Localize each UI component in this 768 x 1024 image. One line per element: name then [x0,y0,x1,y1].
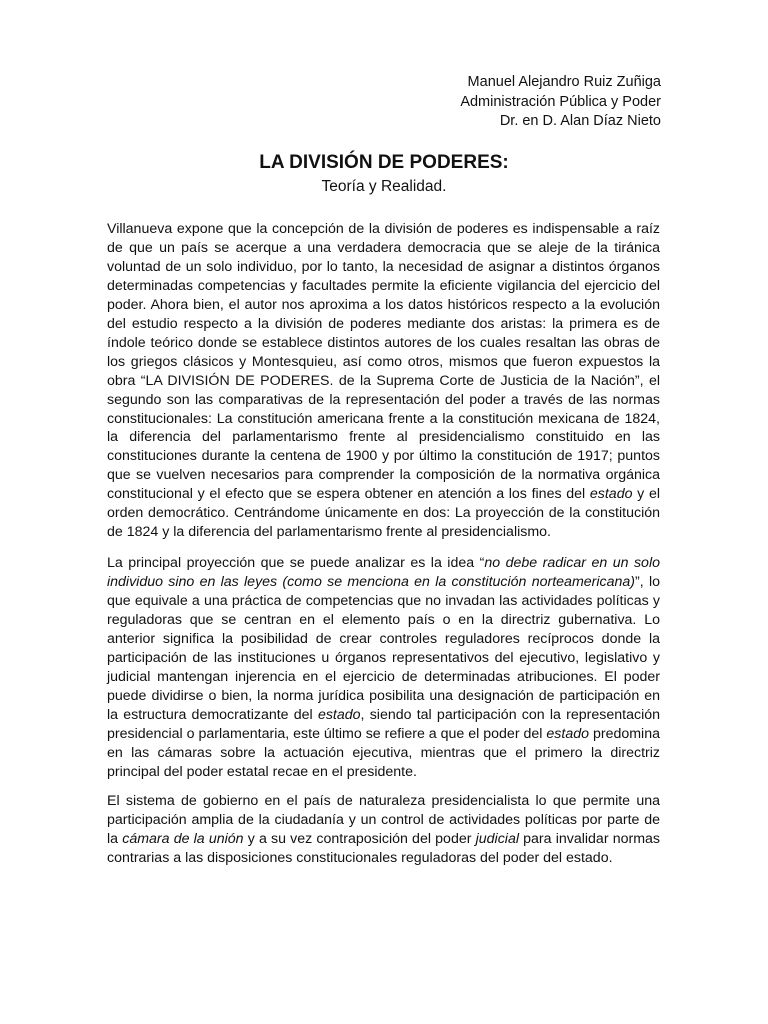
text-run: La principal proyección que se puede analizar es la idea “ [107,555,485,572]
paragraph-2 [107,554,660,781]
italic-run: cámara de la unión [122,830,244,847]
italic-run: estado [546,725,589,742]
italic-run: estado [589,486,633,503]
paragraph-3 [107,792,660,868]
author-info [460,73,661,132]
text-run: , siendo tal participación con la representación presidencial o parlamentaria, este último se refiere a que el poder del [107,706,661,742]
document-title: LA DIVISIÓN DE PODERES: [259,152,509,173]
text-run: Villanueva expone que la concepción de la división de poderes es indispensable a raíz de que un país se acerque a una verdadera democracia que se aleje de la tiránica voluntad de un solo individuo, por lo tanto, la necesidad de asignar a distintos órganos determinadas competencias y facultades permite la eficiente vigilancia del ejercicio del poder. Ahora bien, el autor nos aproxima a los datos históricos respecto a la evolución del estudio respecto a la división de poderes mediante dos aristas: la primera es de índole teórico donde se establece distintos autores de los cuales resaltan las obras de los griegos clásicos y Montesquieu, así como otros, mismos que fueron expuestos la obra “LA DIVISIÓN DE PODERES. de la Suprema Corte de Justicia de la Nación”, el segundo son las comparativas de la representación del poder a través de las normas constitucionales: La constitución americana frente a la constitución mexicana de 1824, la diferencia del parlamentarismo frente al presidencialismo constituido en las constituciones durante la centena de 1900 y por último la constitución de 1917; puntos que se vuelven necesarios para comprender la composición de la normativa orgánica constitucional y el efecto que se espera obtener en atención a los fines del [107,221,660,503]
document-body [107,220,660,877]
text-run: ”, lo que equivale a una práctica de competencias que no invadan las actividades políticas y reguladoras que se centran en el elemento país o en la directriz gubernativa. Lo anterior significa la posibilidad de crear controles reguladores recíprocos donde la participación de las instituciones u órganos representativos del ejecutivo, legislativo y judicial mantengan injerencia en el ejercicio de determinadas atribuciones. El poder puede dividirse o bien, la norma jurídica posibilita una designación de participación en la estructura democratizante del [107,574,660,723]
course-name: Administración Pública y Poder [460,93,661,110]
text-run: para invalidar normas contrarias a las disposiciones constitucionales reguladoras del poder del estado. [107,830,661,866]
document-subtitle: Teoría y Realidad. [321,178,447,195]
italic-run: estado [317,706,361,723]
text-run: predomina en las cámaras sobre la actuación ejecutiva, mientras que el primero la directriz principal del poder estatal recae en el presidente. [107,725,660,780]
italic-run: judicial [475,830,519,847]
text-run: El sistema de gobierno en el país de naturaleza presidencialista lo que permite una participación amplia de la ciudadanía y un control de actividades políticas por parte de la [107,792,660,847]
professor-name: Dr. en D. Alan Díaz Nieto [499,113,661,129]
text-run: y el orden democrático. Centrándome únicamente en dos: La proyección de la constitución de 1824 y la diferencia del parlamentarismo frente al presidencialismo. [107,486,660,541]
text-run: y a su vez contraposición del poder [243,830,476,847]
author-name: Manuel Alejandro Ruiz Zuñiga [467,74,661,90]
italic-run: no debe radicar en un solo individuo sino en las leyes (como se menciona en la constitución norteamericana) [107,555,660,591]
paragraph-1 [107,220,660,542]
